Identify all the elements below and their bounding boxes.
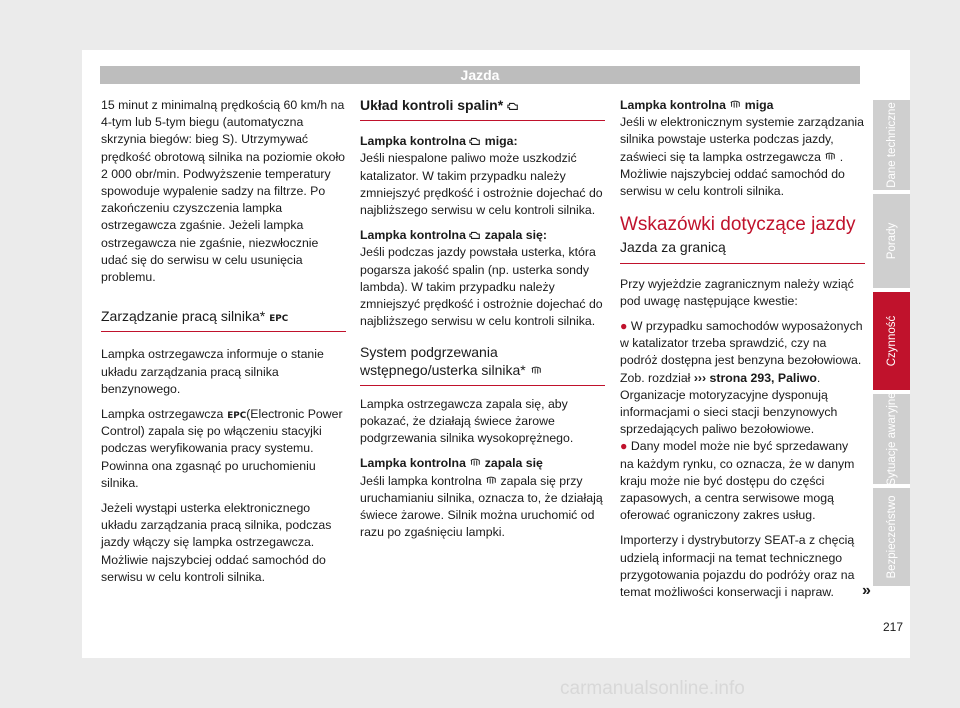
glow-plug-icon [824,152,836,162]
engine-check-icon [507,101,519,111]
text: Lampka kontrolna [360,228,466,243]
glow-plug-icon [530,366,542,376]
label [360,227,605,244]
tab-label: Sytuacje awaryjne [885,392,898,486]
tab-label: Porady [885,222,898,260]
glow-plug-icon [469,458,481,468]
text: . Możliwie najszybciej oddać samochód do serwisu w celu kontroli silnika. [620,149,845,199]
paragraph: Importerzy i dystrybutorzy SEAT-a z chęcią udzielą informacji na temat technicznego przygotowania pojazdu do podróży oraz na temat możliwości konserwacji i napraw. [620,533,855,600]
paragraph: Przy wyjeżdzie zagranicznym należy wziąć pod uwagę następujące kwestie: [620,276,854,308]
engine-check-icon [469,136,481,146]
chapter-heading: Wskazówki dotyczące jazdy [620,214,856,236]
column-1 [101,97,346,594]
tab-bezpieczenstwo[interactable] [873,488,910,586]
section-heading-engine-management [101,308,346,332]
watermark: carmanualsonline.info [560,678,745,699]
paragraph: Jeśli podczas jazdy powstała usterka, która pogarsza jakość spalin (np. usterka sondy lambda). W takim przypadku należy zmniejszyć prędkość i ostrożnie dojechać do najbliższego serwisu w celu kontroli silnika. [360,245,603,329]
text: Dany model może nie być sprzedawany na każdym rynku, co oznacza, że w danym kraju może nie być dostępu do części zapasowych, a centra serwisowe mogą oferować ograniczony zakres usług. [620,439,855,523]
section-heading-emission-control [360,97,605,121]
paragraph: Jeżeli wystąpi usterka elektronicznego układu zarządzania pracą silnika, podczas jazdy włączy się lampka ostrzegawcza. Możliwie najszybciej oddać samochód do serwisu w celu kontroli silnika. [101,501,332,584]
engine-check-icon [469,230,481,240]
heading-text: Układ kontroli spalin* [360,97,504,113]
page-number: 217 [882,620,903,634]
paragraph: 15 minut z minimalną prędkością 60 km/h na 4-tym lub 5-tym biegu (automatyczna skrzynia biegów: bieg S). Utrzymywać prędkość obrotową silnika na poziomie około 2 000 obr/min. Podwyższenie temperatury spowoduje wypalenie sadzy na filtrze. Po zakończeniu czyszczenia lampka ostrzegawcza zgaśnie. Jeżeli lampka ostrzegawcza nie zgaśnie, niezwłocznie udać się do serwisu w celu usunięcia problemu. [101,98,346,285]
text: Jeśli w elektronicznym systemie zarządzania silnika powstaje usterka podczas jazdy, zaświeci się ta lampka ostrzegawcza [620,115,864,164]
text: miga: [484,134,518,149]
text: Lampka kontrolna [620,98,726,112]
text: Lampka kontrolna [360,134,466,149]
svg-text:EPC: EPC [269,314,289,325]
glow-plug-icon [729,100,741,110]
text: zapala się przy uruchamianiu silnika, oznacza to, że działają świece żarowe. Silnik można uruchomić od razu po zgaśnięciu lampki. [360,473,603,540]
text: miga [744,98,774,112]
heading-text: System podgrzewania wstępnego/usterka silnika* [360,344,526,378]
svg-text:EPC: EPC [227,410,247,421]
section-header: Jazda [100,66,860,84]
text: (Electronic Power Control) zapala się po włączeniu stacyjki podczas weryfikowania pracy systemu. Powinna ona zgasnąć po uruchomieniu silnika. [101,407,343,490]
bullet-icon: ● [620,319,628,334]
bullet-icon: ● [620,439,628,454]
text: zapala się: [484,228,547,243]
epc-icon [227,408,247,421]
section-heading-driving-abroad: Jazda za granicą [620,239,865,263]
text: Jeśli lampka kontrolna [360,473,482,488]
tab-porady[interactable] [873,194,910,288]
tab-label: Dane techniczne [885,102,898,188]
text: . Organizacje motoryzacyjne dysponują informacjami o sieci stacji benzynowych sprzedających paliwo bezołowiowe. [620,370,838,437]
paragraph [101,406,346,492]
label [360,133,605,150]
text: Lampka kontrolna [360,456,466,471]
column-2 [360,97,605,549]
paragraph: Lampka ostrzegawcza zapala się, aby pokazać, że działają świece żarowe podgrzewania silnika wysokoprężnego. [360,396,574,446]
bullet-item [620,318,865,438]
paragraph: Lampka ostrzegawcza informuje o stanie układu zarządzania pracą silnika benzynowego. [101,347,324,396]
column-3 [620,97,865,609]
bullet-item [620,438,865,524]
epc-icon [269,311,289,325]
label [360,455,605,472]
paragraph: Jeśli niespalone paliwo może uszkodzić katalizator. W takim przypadku należy zmniejszyć prędkość i ostrożnie dojechać do najbliższego serwisu w celu kontroli silnika. [360,151,603,218]
paragraph [620,114,865,200]
tab-label: Czynność [885,315,898,367]
text: Lampka ostrzegawcza [101,407,224,422]
tab-czynnosc[interactable] [873,292,910,390]
glow-plug-icon [485,476,497,486]
tab-sytuacje-awaryjne[interactable] [873,394,910,484]
tab-dane-techniczne[interactable] [873,100,910,190]
text: W przypadku samochodów wyposażonych w katalizator trzeba sprawdzić, czy na podróż dostępna jest benzyna bezołowiowa. Zob. rozdział [620,319,863,385]
heading-text: Zarządzanie pracą silnika* [101,308,266,325]
label [620,97,865,114]
tab-label: Bezpieczeństwo [885,495,898,579]
cross-reference-link[interactable]: ››› strona 293, Paliwo [693,370,817,385]
continued-arrow: » [862,582,871,599]
text: zapala się [484,456,543,471]
section-heading-glow-plug [360,344,605,385]
paragraph [360,473,605,542]
